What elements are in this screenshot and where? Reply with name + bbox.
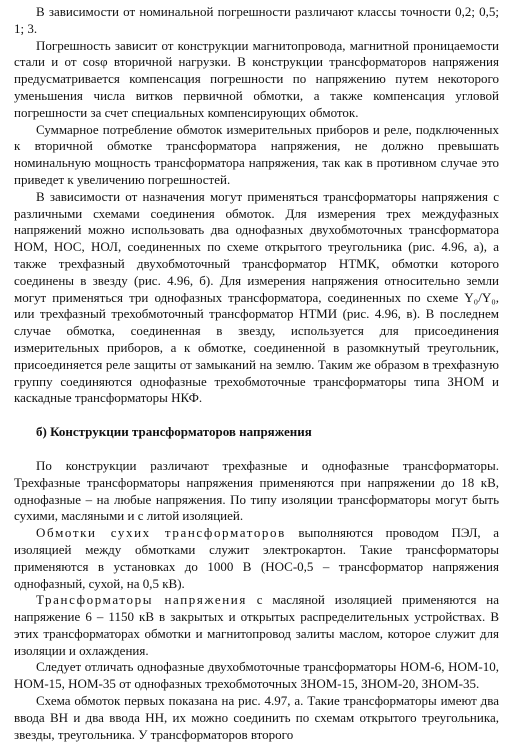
paragraph-oil-transformers bbox=[14, 592, 499, 659]
spaced-term-oil: Трансформаторы напряжения bbox=[36, 592, 247, 608]
paragraph-dry-transformers bbox=[14, 525, 499, 592]
paragraph-dry-rest: выполняются проводом ПЭЛ, а изоляцией между обмотками служит электрокартон. Такие трансформаторы применяются в установках до 1000 В (НОС-0,5 – трансформатор напряжения однофазный, сухой, на 0,5 кВ). bbox=[14, 525, 499, 591]
spaced-term-dry: Обмотки сухих трансформаторов bbox=[36, 525, 286, 541]
paragraph-error-compensation: Погрешность зависит от конструкции магнитопровода, магнитной проницаемости стали и от cosφ вторичной нагрузки. В конструкции трансформаторов напряжения предусматривается компенсация погрешности по напряжению путем некоторого уменьшения числа витков первичной обмотки, а также компенсация угловой погрешности за счет специальных компенсирующих обмоток. bbox=[14, 37, 499, 120]
paragraph-oil-rest: с масляной изоляцией применяются на напряжение 6 – 1150 кВ в закрытых и открытых распределительных устройствах. В этих трансформаторах обмотки и магнитопровод залиты маслом, которое служит для изоляции и охлаждения. bbox=[14, 592, 499, 658]
paragraph-winding-scheme: Схема обмоток первых показана на рис. 4.97, а. Такие трансформаторы имеют два ввода ВН и два ввода НН, их можно соединить по схемам открытого треугольника, звезды, треугольника. У трансформаторов второго bbox=[14, 693, 499, 742]
paragraph-connection-schemes: В зависимости от назначения могут применяться трансформаторы напряжения с различными схемами соединения обмоток. Для измерения трех междуфазных напряжений можно использовать два однофазных двухобмоточных трансформатора НОМ, НОС, НОЛ, соединенных по схеме открытого треугольника (рис. 4.96, а), а также трехфазный двухобмоточный трансформатор НТМК, обмотки которого соединены в звезду (рис. 4.96, б). Для измерения напряжения относительно земли могут применяться три однофазных трансформатора, соединенных по схеме Y₀/Y₀, или трехфазный трехобмоточный трансформатор НТМИ (рис. 4.96, в). В последнем случае обмотка, соединенная в звезду, используется для присоединения измерительных приборов, а к обмотке, соединенной в разомкнутый треугольник, присоединяется реле защиты от замыканий на землю. Таким же образом в трехфазную группу соединяются однофазные трехобмоточные трансформаторы типа ЗНОМ и каскадные трансформаторы НКФ. bbox=[14, 188, 499, 406]
paragraph-construction-types: По конструкции различают трехфазные и однофазные трансформаторы. Трехфазные трансформаторы напряжения применяются при напряжении до 18 кВ, однофазные – на любые напряжения. По типу изоляции трансформаторы могут быть сухими, масляными и с литой изоляцией. bbox=[14, 457, 499, 524]
paragraph-total-consumption: Суммарное потребление обмоток измерительных приборов и реле, подключенных к вторичной обмотке трансформатора напряжения, не должно превышать номинальную мощность трансформатора напряжения, так как в противном случае это приведет к увеличению погрешностей. bbox=[14, 121, 499, 187]
section-heading: б) Конструкции трансформаторов напряжения bbox=[36, 424, 312, 440]
paragraph-winding-types: Следует отличать однофазные двухобмоточные трансформаторы НОМ-6, НОМ-10, НОМ-15, НОМ-35 от однофазных трехобмоточных ЗНОМ-15, ЗНОМ-20, ЗНОМ-35. bbox=[14, 659, 499, 692]
paragraph-accuracy-classes: В зависимости от номинальной погрешности различают классы точности 0,2; 0,5; 1; 3. bbox=[14, 4, 499, 36]
